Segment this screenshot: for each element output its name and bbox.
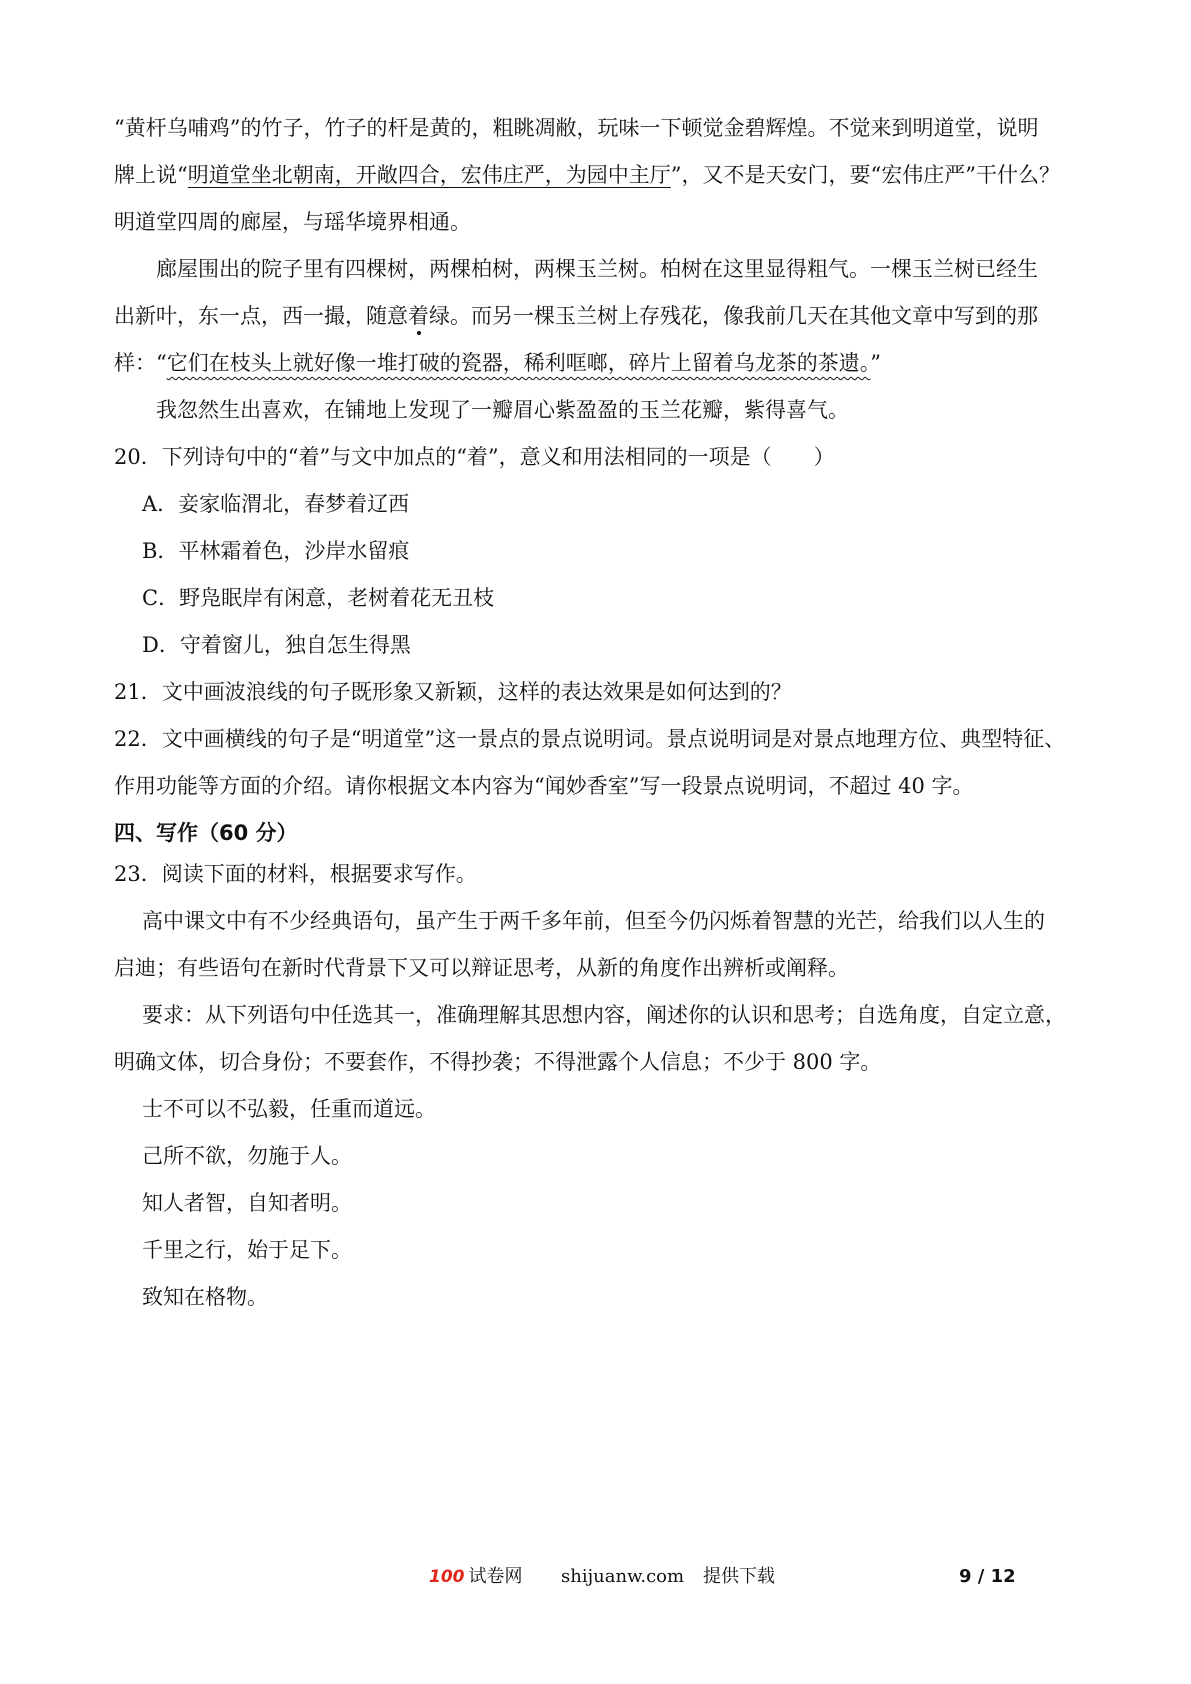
- quote-line: 士不可以不弘毅，任重而道远。: [142, 1097, 436, 1121]
- passage-line: [114, 394, 1084, 441]
- wavy-underlined-sentence: 它们在枝头上就好像一堆打破的瓷器，稀利哐啷，碎片上留着乌龙茶的茶遗。: [166, 351, 871, 375]
- quote-line: 知人者智，自知者明。: [142, 1191, 352, 1215]
- text-span: 出新叶，东一点，西一撮，随意: [114, 304, 408, 328]
- text-span: 廊屋围出的院子里有四棵树，两棵柏树，两棵玉兰树。柏树在这里显得粗气。一棵玉兰树已经生: [156, 257, 1038, 281]
- option-a: A．妾家临渭北，春梦着辽西: [142, 492, 410, 516]
- passage-line: [114, 300, 1084, 347]
- underlined-sentence: 明道堂坐北朝南，开敞四合，宏伟庄严，为园中主厅: [187, 163, 671, 187]
- question-23: 23．阅读下面的材料，根据要求写作。: [114, 862, 477, 886]
- text-span: 样：“: [114, 351, 167, 375]
- text-span: “黄杆乌哺鸡”的竹子，竹子的杆是黄的，粗眺凋敝，玩味一下顿觉金碧辉煌。不觉来到明道堂，说明: [114, 116, 1039, 140]
- passage-line: [114, 206, 1084, 253]
- question-20-stem: 20．下列诗句中的“着”与文中加点的“着”，意义和用法相同的一项是（ ）: [114, 445, 835, 469]
- text-span: 牌上说“: [114, 163, 188, 187]
- option-d: D．守着窗儿，独自怎生得黑: [142, 633, 411, 657]
- page-number: 9 / 12: [959, 1566, 1016, 1587]
- question-22-line: 作用功能等方面的介绍。请你根据文本内容为“闻妙香室”写一段景点说明词，不超过 40 字。: [114, 774, 974, 798]
- text-span: 绿。而另一棵玉兰树上存残花，像我前几天在其他文章中写到的那: [429, 304, 1038, 328]
- page-content: [114, 112, 1084, 1328]
- passage-line: [114, 347, 1084, 394]
- material-line: 高中课文中有不少经典语句，虽产生于两千多年前，但至今仍闪烁着智慧的光芒，给我们以人生的: [142, 909, 1045, 933]
- option-c: C．野凫眠岸有闲意，老树着花无丑枝: [142, 586, 495, 610]
- text-span: 明道堂四周的廊屋，与瑶华境界相通。: [114, 210, 471, 234]
- text-span: 我忽然生出喜欢，在铺地上发现了一瓣眉心紫盈盈的玉兰花瓣，紫得喜气。: [156, 398, 849, 422]
- passage-line: [114, 253, 1084, 300]
- passage-line: [114, 159, 1084, 206]
- page-footer: [0, 1562, 1191, 1592]
- material-line: 启迪；有些语句在新时代背景下又可以辩证思考，从新的角度作出辨析或阐释。: [114, 956, 849, 980]
- provide-download: 提供下载: [703, 1566, 775, 1587]
- requirement-line: 要求：从下列语句中任选其一，准确理解其思想内容，阐述你的认识和思考；自选角度，自定立意，: [142, 1003, 1066, 1027]
- quote-line: 己所不欲，勿施于人。: [142, 1144, 352, 1168]
- site-url: shijuanw.com: [561, 1566, 685, 1587]
- dotted-character: 着: [408, 300, 429, 332]
- quote-line: 致知在格物。: [142, 1285, 268, 1309]
- requirement-line: 明确文体，切合身份；不要套作，不得抄袭；不得泄露个人信息；不少于 800 字。: [114, 1050, 882, 1074]
- question-22-line: 22．文中画横线的句子是“明道堂”这一景点的景点说明词。景点说明词是对景点地理方位、典型特征、: [114, 727, 1066, 751]
- quote-line: 千里之行，始于足下。: [142, 1238, 352, 1262]
- logo-text: 试卷网: [468, 1566, 523, 1587]
- logo-number: 100: [429, 1567, 465, 1587]
- option-b: B．平林霜着色，沙岸水留痕: [142, 539, 410, 563]
- section-heading: 四、写作（60 分）: [114, 821, 298, 845]
- passage-line: [114, 112, 1084, 159]
- site-logo: [429, 1562, 523, 1592]
- text-span: ”: [870, 351, 881, 375]
- question-21: 21．文中画波浪线的句子既形象又新颖，这样的表达效果是如何达到的？: [114, 680, 792, 704]
- text-span: ”，又不是天安门，要“宏伟庄严”干什么？: [670, 163, 1060, 187]
